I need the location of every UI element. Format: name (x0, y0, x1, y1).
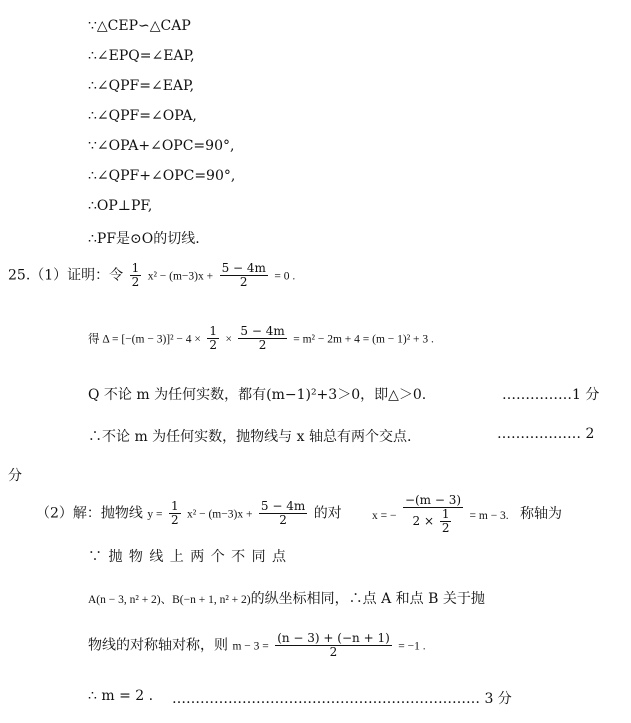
frac-num: 5 − 4m (240, 324, 285, 338)
proof-line-7: ∴OP⊥PF, (88, 198, 153, 214)
line-q-text: Q 不论 m 为任何实数，都有(m−1)²+3＞0，即△＞0. (88, 387, 427, 403)
frac-num: 5 − 4m (260, 499, 306, 513)
axis-fraction (403, 494, 463, 536)
p2-l4-fraction (275, 632, 392, 659)
p2-line-5: ∴ m = 2 . (88, 688, 154, 704)
line-q-score: ……………1 分 (502, 387, 600, 403)
p2-line-2: ∵ 抛 物 线 上 两 个 不 同 点 (88, 549, 288, 565)
proof-line-5: ∵∠OPA+∠OPC=90°, (88, 138, 235, 154)
eq1-fraction (220, 262, 268, 289)
p2-l4c: = −1 . (398, 640, 426, 653)
proof-line-2: ∴∠EPQ=∠EAP, (88, 48, 195, 64)
q25-part1-equation (8, 262, 295, 289)
frac-den: 2 (329, 645, 338, 660)
frac-num: 5 − 4m (221, 261, 266, 275)
fen-text: 分 (8, 468, 22, 484)
p2-fraction (259, 500, 307, 527)
frac-den: 2 (258, 338, 267, 353)
p2-head: （2）解：抛物线 (36, 505, 143, 522)
proof-line-6: ∴∠QPF+∠OPC=90°, (88, 168, 236, 184)
frac-num: 1 (131, 261, 140, 275)
line-q (88, 384, 426, 404)
p2-of: 的对 (313, 505, 342, 522)
axis-formula (372, 494, 509, 536)
proof-line-1: ∵△CEP∽△CAP (88, 18, 191, 34)
p2-l3b: 的纵坐标相同，∴点 A 和点 B 关于抛 (250, 591, 485, 607)
half-fraction (207, 325, 219, 352)
frac-den: 2 (170, 513, 179, 528)
p2-x: x = − (372, 509, 397, 522)
p2-mid: x² − (m−3)x + (187, 508, 253, 521)
frac-den: 2 (441, 521, 450, 536)
half-fraction (130, 262, 142, 289)
proof-line-4: ∴∠QPF=∠OPA, (88, 108, 197, 124)
frac-num: (n − 3) + (−n + 1) (277, 631, 390, 645)
frac-den: 2 (209, 338, 217, 353)
line-so-score: ……………… 2 (497, 426, 595, 442)
eq1-tail: x² − (m−3)x + (147, 270, 214, 283)
frac-num: −(m − 3) (404, 493, 462, 507)
q25-part2-head (36, 500, 342, 527)
p2-axis: 称轴为 (520, 506, 562, 522)
p2-line-4 (88, 632, 426, 659)
frac-num: 1 (170, 499, 179, 513)
p2-l3a: A(n − 3, n² + 2)、B(−n + 1, n² + 2) (88, 594, 251, 606)
den-a: 2 × (412, 514, 435, 529)
line-so: ∴不论 m 为任何实数，抛物线与 x 轴总有两个交点. (88, 429, 412, 445)
p2-line-3 (88, 588, 485, 608)
frac-num: 1 (441, 507, 450, 522)
p2-l4b: m − 3 = (232, 640, 269, 653)
delta-equation (88, 325, 434, 352)
delta-mid: × (225, 333, 232, 346)
frac-den: 2 (131, 275, 140, 290)
half-fraction (169, 500, 181, 527)
p2-y: y = (147, 508, 163, 521)
delta-fraction (238, 325, 286, 352)
eq1-end: = 0 . (274, 270, 296, 283)
q25-head: 25.（1）证明：令 (8, 267, 124, 284)
frac-num: 1 (209, 324, 217, 338)
frac-den (411, 508, 456, 535)
half-fraction (440, 508, 452, 535)
p2-line-5-dots: ………………………………………………………… 3 分 (172, 691, 512, 707)
p2-eqm: = m − 3. (469, 509, 509, 522)
frac-den: 2 (279, 513, 287, 528)
frac-den: 2 (239, 275, 248, 290)
p2-l4a: 物线的对称轴对称，则 (88, 637, 228, 654)
proof-line-3: ∴∠QPF=∠EAP, (88, 78, 195, 94)
delta-lead: 得 Δ = [−(m − 3)]² − 4 × (88, 333, 201, 346)
proof-line-8: ∴PF是⊙O的切线. (88, 231, 200, 247)
delta-end: = m² − 2m + 4 = (m − 1)² + 3 . (293, 333, 434, 346)
